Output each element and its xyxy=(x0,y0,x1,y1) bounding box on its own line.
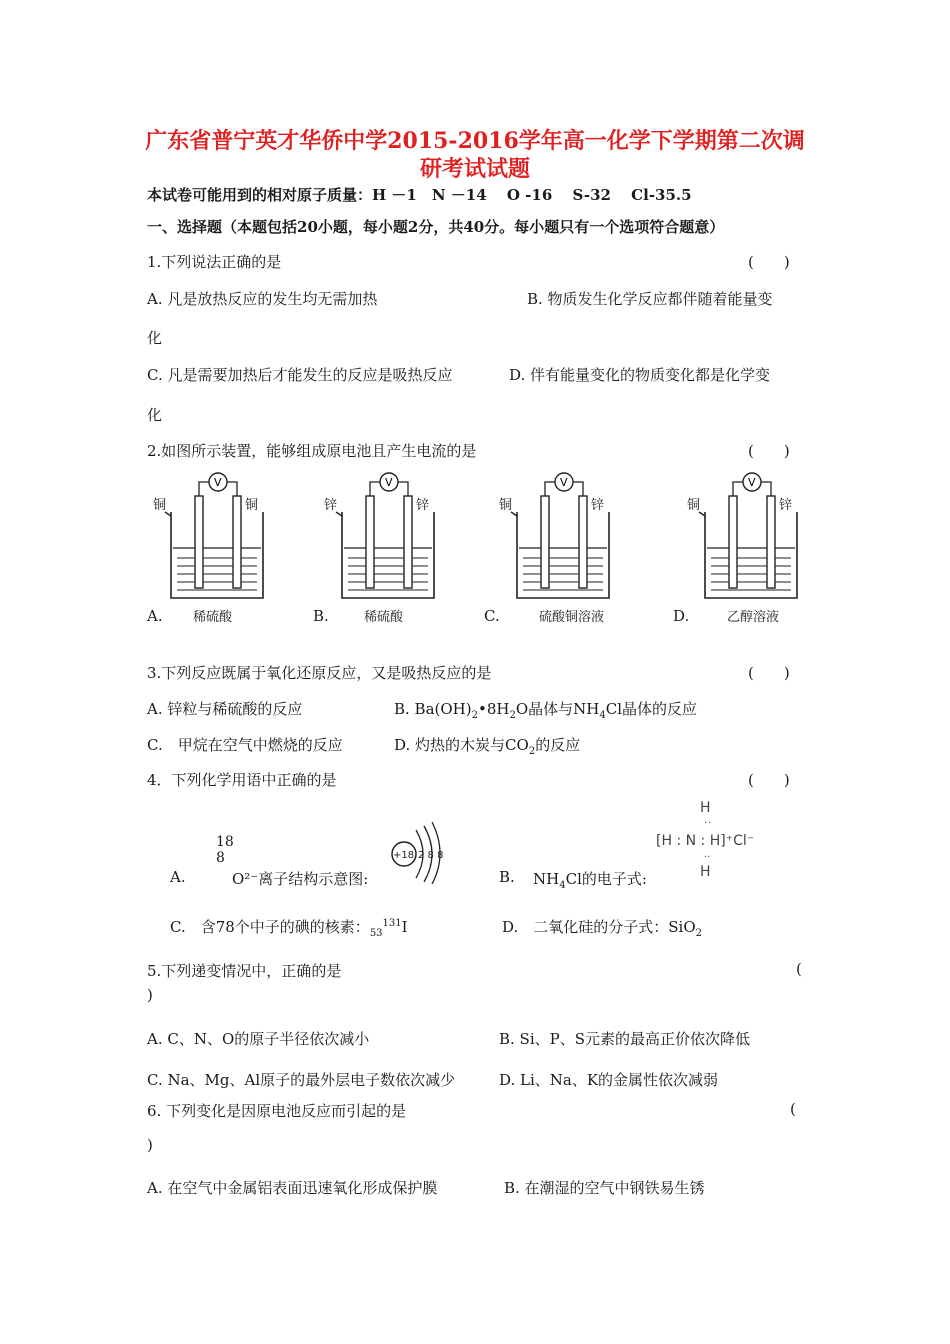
q4-ef-main: [H : N : H]⁺Cl⁻ xyxy=(656,833,755,849)
q5-option-b: B. Si、P、S元素的最高正价依次降低 xyxy=(499,1030,751,1048)
q5-paren-open: ( xyxy=(796,960,802,978)
q6-option-b: B. 在潮湿的空气中钢铁易生锈 xyxy=(504,1179,705,1197)
q4-option-c: C. 含78个中子的碘的核素：$_{53}^{131}$I xyxy=(170,918,408,939)
q1-option-d-cont: 化 xyxy=(147,406,163,424)
q2-cell-diagram-d xyxy=(697,468,807,618)
q2-cell-diagram-c xyxy=(509,468,619,618)
q4-option-a-text: O²⁻离子结构示意图: xyxy=(232,870,369,888)
q2-solution-label: 乙醇溶液 xyxy=(727,610,780,625)
q3-option-b: B. $Ba(OH)_2•8H_2O$晶体与$NH_4Cl$晶体的反应 xyxy=(394,700,698,721)
q6-paren-close: ) xyxy=(147,1136,153,1154)
voltmeter-label: V xyxy=(748,476,756,489)
page-title-line2: 研考试试题 xyxy=(419,156,530,182)
q2-option-letter: C. xyxy=(484,607,500,625)
q5-option-a: A. C、N、O的原子半径依次减小 xyxy=(147,1030,370,1048)
q1-option-b: B. 物质发生化学反应都伴随着能量变 xyxy=(527,290,773,308)
q4-electron-formula xyxy=(656,800,796,882)
voltmeter-label: V xyxy=(214,476,222,489)
q6-option-a: A. 在空气中金属铝表面迅速氧化形成保护膜 xyxy=(147,1179,438,1197)
q1-option-b-cont: 化 xyxy=(147,329,163,347)
q4-stem: 4．下列化学用语中正确的是 xyxy=(147,771,337,789)
page-title-line1: 广东省普宁英才华侨中学2015-2016学年高一化学下学期第二次调 xyxy=(145,128,805,154)
q4-option-b-letter: B. xyxy=(499,868,515,886)
voltmeter-label: V xyxy=(560,476,568,489)
q1-option-a: A. 凡是放热反应的发生均无需加热 xyxy=(147,290,378,308)
q2-left-electrode-label: 铜 xyxy=(153,498,167,513)
q1-stem: 1.下列说法正确的是 xyxy=(147,253,282,271)
q5-option-d: D. Li、Na、K的金属性依次减弱 xyxy=(499,1071,719,1089)
q4-a-atomic-number: 8 xyxy=(216,850,225,866)
q2-left-electrode-label: 铜 xyxy=(687,498,701,513)
q4-ef-dots-top: ·· xyxy=(704,818,713,829)
q1-option-c: C. 凡是需要加热后才能发生的反应是吸热反应 xyxy=(147,366,453,384)
q5-stem: 5.下列递变情况中，正确的是 xyxy=(147,962,342,980)
q4-ef-bottom-h: H xyxy=(700,864,711,880)
q4-option-a-letter: A. xyxy=(170,868,186,886)
q2-solution-label: 硫酸铜溶液 xyxy=(539,610,605,625)
q6-stem: 6. 下列变化是因原电池反应而引起的是 xyxy=(147,1102,407,1120)
q2-stem: 2.如图所示装置，能够组成原电池且产生电流的是 xyxy=(147,442,477,460)
q4-option-b-text: $NH_4Cl$的电子式: xyxy=(533,870,647,891)
q4-a-mass-number: 18 xyxy=(216,834,234,850)
q6-paren-open: ( xyxy=(790,1100,796,1118)
q2-solution-label: 稀硫酸 xyxy=(193,610,233,625)
q5-option-c: C. Na、Mg、Al原子的最外层电子数依次减少 xyxy=(147,1071,456,1089)
q4-ef-dots-bottom: ·· xyxy=(704,852,711,863)
section-heading: 一、选择题（本题包括20小题，每小题2分，共40分。每小题只有一个选项符合题意） xyxy=(147,218,725,236)
q4-option-d: D. 二氧化硅的分子式：SiO$_2$ xyxy=(502,918,703,939)
q2-right-electrode-label: 铜 xyxy=(245,498,259,513)
q2-right-electrode-label: 锌 xyxy=(779,498,793,513)
q3-stem: 3.下列反应既属于氧化还原反应，又是吸热反应的是 xyxy=(147,664,492,682)
q3-answer-paren: ( ) xyxy=(748,664,790,682)
q5-paren-close: ) xyxy=(147,986,153,1004)
q4-nucleus-label: +18 xyxy=(393,850,415,861)
q2-option-letter: D. xyxy=(673,607,690,625)
q2-option-letter: A. xyxy=(147,607,163,625)
q2-right-electrode-label: 锌 xyxy=(416,498,430,513)
q3-option-c: C. 甲烷在空气中燃烧的反应 xyxy=(147,736,343,754)
q4-ion-structure-diagram xyxy=(386,818,448,884)
atomic-masses-note: 本试卷可能用到的相对原子质量：H －1 N －14 O -16 S-32 Cl-35.5 xyxy=(147,186,692,204)
q2-left-electrode-label: 锌 xyxy=(324,498,338,513)
q2-cell-diagram-b xyxy=(334,468,444,618)
q4-answer-paren: ( ) xyxy=(748,771,790,789)
q2-left-electrode-label: 铜 xyxy=(499,498,513,513)
q2-option-letter: B. xyxy=(313,607,329,625)
q4-shell-label: 2 8 8 xyxy=(418,850,444,861)
q3-option-d: D. 灼热的木炭与$CO_2$的反应 xyxy=(394,736,581,757)
q4-a-isotope xyxy=(216,834,234,866)
q1-option-d: D. 伴有能量变化的物质变化都是化学变 xyxy=(509,366,771,384)
q2-right-electrode-label: 锌 xyxy=(591,498,605,513)
q2-answer-paren: ( ) xyxy=(748,442,790,460)
q1-answer-paren: ( ) xyxy=(748,253,790,271)
voltmeter-label: V xyxy=(385,476,393,489)
q2-cell-diagram-a xyxy=(163,468,273,618)
q4-ef-top-h: H xyxy=(700,800,711,816)
q2-solution-label: 稀硫酸 xyxy=(364,610,404,625)
q3-option-a: A. 锌粒与稀硫酸的反应 xyxy=(147,700,303,718)
